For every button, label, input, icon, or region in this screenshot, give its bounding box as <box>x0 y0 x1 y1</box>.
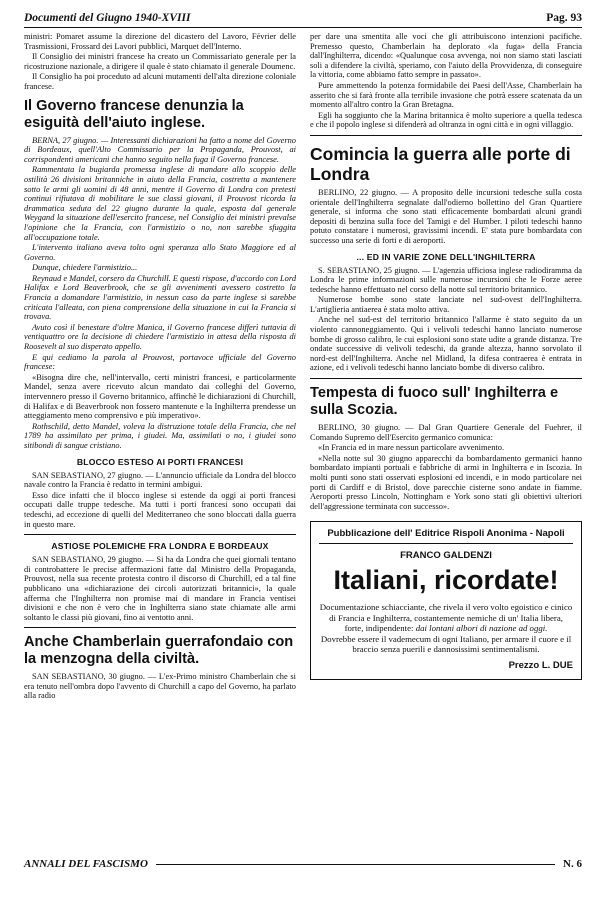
magazine-page <box>24 12 582 888</box>
divider <box>310 135 582 136</box>
paragraph: BERLINO, 22 giugno. — A proposito delle incursioni tedesche sulla costa orientale dell'Inghilterra segnalate dall'odierno bollettino del Gran Quartiere generale, si informa che sono stati efficacemente bombardati alcuni grandi depositi di benzina sulla foce del Tamigi e del Humber. I piloti tedeschi hanno potuto constatare i numerosi, gravissimi incendi. E' stata pure bombardata con successo una serie di forti e di aeroporti. <box>310 187 582 245</box>
ad-line1b: dai lontani albori di nazione ad oggi. <box>415 623 548 634</box>
paragraph: L'intervento italiano aveva tolto ogni speranza allo Stato Maggiore ed al Governo. <box>24 243 296 262</box>
paragraph: Rothschild, detto Mandel, voleva la distruzione totale della Francia, che nel 1789 ha assimilato per prima, i giudei. Ma, assimilati o no, i giudei sono sitibondi di sangue cristiano. <box>24 421 296 450</box>
paragraph: ministri: Pomaret assume la direzione del dicastero del Lavoro, Février delle Trasmissioni, Frossard dei Lavori pubblici, Marquet dell'Interno. <box>24 32 296 51</box>
paragraph: Numerose bombe sono state lanciate nel sud-ovest dell'Inghilterra. L'artiglieria antiaerea è stata molto attiva. <box>310 295 582 314</box>
paragraph: Anche nel sud-est del territorio britannico l'allarme è stato seguito da un violento cannoneggiamento. Qui i velivoli tedeschi hanno lanciato numerose bombe di grosso calibro, le cui esplosioni sono state udite a grande distanza. Tre ondate successive di velivoli tedeschi, da grande altezza, hanno sorvolato il nord-est dell'Inghilterra. Anche nel Midland, la difesa contraerea è entrata in azione, ed i velivoli tedeschi hanno lanciato bombe di diverso calibro. <box>310 315 582 373</box>
divider <box>24 627 296 628</box>
ad-author: FRANCO GALDENZI <box>400 550 492 562</box>
paragraph: BERLINO, 30 giugno. — Dal Gran Quartiere Generale del Fuehrer, il Comando Supremo dell'Esercito germanico comunica: <box>310 423 582 442</box>
paragraph: Reynaud e Mandel, corsero da Churchill. E questi rispose, d'accordo con Lord Halifax e Lord Beaverbrook, che se gli avvenimenti avessero costretto la Francia a domandare l'armistizio, in nessun caso da parte inglese si sarebbe criticata l'alleata, con piena comprensione della situazione in cui la Francia si trovava. <box>24 273 296 322</box>
paragraph: Pure ammettendo la potenza formidabile dei Paesi dell'Asse, Chamberlain ha asserito che si farà fronte alla terribile invasione che potrà essere scatenata da un momento all'altro contro la Gran Bretagna. <box>310 80 582 110</box>
paragraph: Dunque, chiedere l'armistizio... <box>32 263 138 273</box>
ad-line1: Documentazione schiaccìante, che rivela il vero volto egoistico e cinico di Francia e Inghilterra, costantemente nemiche di un' Italia libera, forte, indipendente: <box>319 602 573 634</box>
paragraph: SAN SEBASTIANO, 27 giugno. — L'annuncio ufficiale da Londra del blocco navale contro la Francia è redatto in termini ambigui. <box>24 470 296 490</box>
header-title: Documenti del Giugno 1940-XVIII <box>24 12 191 24</box>
left-column <box>24 32 296 702</box>
divider <box>310 378 582 379</box>
subheadline-polemiche: ASTIOSE POLEMICHE FRA LONDRA E BORDEAUX <box>51 541 269 552</box>
paragraph: per dare una smentita alle voci che gli attribuiscono intenzioni pacifiche. Premesso questo, Chamberlain ha deplorato «la fuga» della Francia dall'Inghilterra, dicendo: «Qualunque cosa avvenga, noi non siamo stati lasciati soli a difendere la civiltà, speriamo, con l'aiuto della Provvidenza, di conseguire la vittoria, come abbiamo fatto sempre in passato». <box>310 32 582 80</box>
right-column <box>310 32 582 702</box>
paragraph: SAN SEBASTIANO, 30 giugno. — L'ex-Primo ministro Chamberlain che si era tenuto nell'ombra dopo l'avvento di Churchill a capo del Governo, ha parlato alla radio <box>24 672 296 701</box>
paragraph: S. SEBASTIANO, 25 giugno. — L'agenzia ufficiosa inglese radiodiramma da Londra le prime informazioni sulle numerose incursioni che le Forze aeree tedesche hanno effettuato nel corso della notte sul territorio britannico. <box>310 265 582 294</box>
headline-governo-francese: Il Governo francese denunzia la esiguità dell'aiuto inglese. <box>24 97 244 131</box>
paragraph: «Nella notte sul 30 giugno apparecchi da bombardamento germanici hanno bombardato impianti portuali e fabbriche di armi in Inghilterra e in Iscozia. In molti punti sono stati osservati esplosioni ed incendi, e in modo particolare nei porti di Cardiff e di Bristol, dove parecchie cisterne sono andate in fiamme. Aeroporti presso Lincoln, Nottingham e York sono stati gli obiettivi ulteriori dell'aggressione terminata con successo». <box>310 453 582 511</box>
paragraph: Avuto così il benestare d'oltre Manica, il Governo francese differì tuttavia di ventiquattro ore la decisione di chiedere l'armistizio in attesa della risposta di Roosevelt al suo disperato appello. <box>24 322 296 352</box>
running-footer <box>24 858 582 870</box>
paragraph: Il Consiglio dei ministri francese ha creato un Commissariato generale per la ricostruzione nazionale, a dirigere il quale è stato chiamato il generale Doumenc. <box>24 52 296 71</box>
footer-rule <box>156 864 555 865</box>
headline-guerra-londra: Comincia la guerra alle porte di Londra <box>310 143 571 184</box>
paragraph: Il Consiglio ha poi proceduto ad alcuni mutamenti dell'alta direzione coloniale francese. <box>24 72 296 91</box>
headline-chamberlain: Anche Chamberlain guerrafondaio con la menzogna della civiltà. <box>24 634 294 668</box>
paragraph: BERNA, 27 giugno. — Interessanti dichiarazioni ha fatto a nome del Governo di Bordeaux, quell'Alto Commissario per la Propaganda, Prouvost, ai corrispondenti americani che hanno seguito nella fuga il Governo francese. <box>24 135 296 164</box>
paragraph: Egli ha soggiunto che la Marina britannica è molto superiore a quella tedesca e che il popolo inglese si difenderà ad oltranza in ogni città e in ogni villaggio. <box>310 110 582 130</box>
page-number: Pag. 93 <box>546 12 582 24</box>
ad-price: Prezzo L. DUE <box>508 660 573 672</box>
subheadline-blocco: BLOCCO ESTESO AI PORTI FRANCESI <box>76 456 244 467</box>
footer-title: ANNALI DEL FASCISMO <box>24 858 148 870</box>
paragraph: Rammentata la bugiarda promessa inglese di mandare allo scoppio delle ostilità 26 divisioni britanniche in aiuto della Francia, costretta a mantenere sotto le armi gli uomini di 48 anni, mentre il Governo di Londra con pretesti continui rifiutava di mobilitare le sue classi giovani, il Prouvost ricorda la drammatica seduta del 22 giugno durante la quale, esposta dal generale Weygand la situazione dell'esercito francese, nel Consiglio dei ministri prevalse l'opinione che la Francia, con l'armistizio o no, non sarebbe sfuggita all'occupazione totale. <box>24 165 296 242</box>
ad-publisher: Pubblicazione dell' Editrice Rispoli Anonima - Napoli <box>319 528 573 544</box>
paragraph: «In Francia ed in mare nessun particolare avvenimento. <box>318 443 505 453</box>
paragraph: E qui cediamo la parola al Prouvost, portavoce ufficiale del Governo francese: <box>24 352 296 372</box>
book-advertisement <box>310 521 582 680</box>
paragraph: Esso dice infatti che il blocco inglese si estende da oggi ai porti francesi occupati dalle truppe tedesche. Ma tutti i porti francesi sono occupati dai tedeschi, ad eccezione di quelli del Mediterraneo che sono bloccati dalla guerra in questo mare. <box>24 490 296 529</box>
ad-line2: Dovrebbe essere il vademecum di ogni Italiano, per armare il cuore e il braccio senza puerili e dannosissimi sentimentalismi. <box>320 633 572 654</box>
header-rule <box>24 27 582 28</box>
running-header <box>24 12 582 24</box>
headline-tempesta: Tempesta di fuoco sull' Inghilterra e sulla Scozia. <box>310 385 559 419</box>
ad-description <box>319 602 573 633</box>
ad-title: Italiani, ricordate! <box>333 565 559 596</box>
paragraph: SAN SEBASTIANO, 29 giugno. — Si ha da Londra che quei giornali tentano di controbattere le precise affermazioni fatte dal Ministro della Propaganda, Prouvost, nella sua recente protesta contro il discorso di Churchill, ed a tal fine pubblicano una «dichiarazione dei circoli autorizzati britannici», la quale afferma che l'Inghilterra non promise mai di mandare in Francia ventisei divisioni e che non è vero che in Inghilterra siano state chiamate alle armi soltanto le classi più giovani, fino ai ventotto anni. <box>24 555 296 622</box>
paragraph: «Bisogna dire che, nell'intervallo, certi ministri francesi, e particolarmente Mandel, senza avere ricevuto alcun mandato dai colleghi del Governo, intervennero presso il Governo britannico, affinchè le dichiarazioni di Churchill, di Halifax e di Beaverbrook non fossero mantenute e la Inghilterra prendesse un atteggiamento meno comprensivo e più imperativo». <box>24 372 296 421</box>
issue-number: N. 6 <box>563 858 582 870</box>
subheadline-varie-zone: ... ED IN VARIE ZONE DELL'INGHILTERRA <box>356 251 536 262</box>
divider <box>24 534 296 535</box>
